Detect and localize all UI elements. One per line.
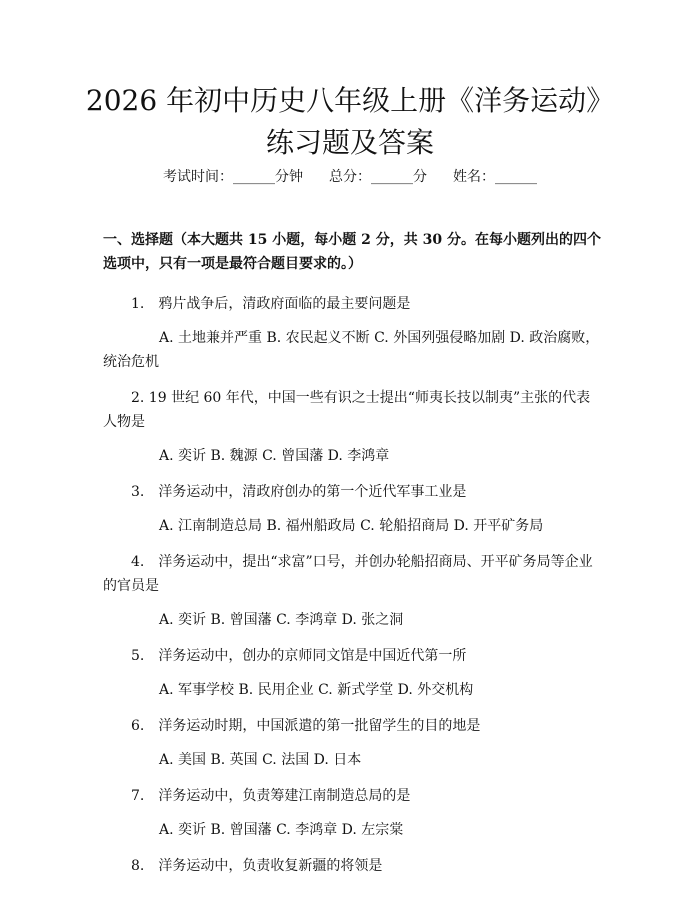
question-5-options: A. 军事学校 B. 民用企业 C. 新式学堂 D. 外交机构 bbox=[159, 682, 474, 698]
exam-meta bbox=[0, 166, 700, 188]
question-7-stem: 7. 洋务运动中，负责筹建江南制造总局的是 bbox=[131, 788, 411, 804]
student-name-field: 姓名：______ bbox=[453, 169, 537, 185]
document-title: 2026 年初中历史八年级上册《洋务运动》练习题及答案 bbox=[85, 84, 615, 159]
question-2-stem: 2. 19 世纪 60 年代，中国一些有识之士提出“师夷长技以制夷”主张的代表人物是 bbox=[103, 390, 591, 430]
question-4-options: A. 奕䜣 B. 曾国藩 C. 李鸿章 D. 张之洞 bbox=[159, 612, 404, 628]
question-7-options: A. 奕䜣 B. 曾国藩 C. 李鸿章 D. 左宗棠 bbox=[159, 822, 404, 838]
section-heading: 一、选择题（本大题共 15 小题，每小题 2 分，共 30 分。在每小题列出的四个选项中，只有一项是最符合题目要求的。） bbox=[103, 232, 601, 272]
exam-time-field: 考试时间：______分钟 bbox=[163, 169, 303, 185]
question-6-stem: 6. 洋务运动时期，中国派遣的第一批留学生的目的地是 bbox=[131, 718, 481, 734]
question-3-stem: 3. 洋务运动中，清政府创办的第一个近代军事工业是 bbox=[131, 484, 467, 500]
question-1-stem: 1. 鸦片战争后，清政府面临的最主要问题是 bbox=[131, 296, 411, 312]
question-3-options: A. 江南制造总局 B. 福州船政局 C. 轮船招商局 D. 开平矿务局 bbox=[159, 518, 544, 534]
question-4-stem: 4. 洋务运动中，提出“求富”口号，并创办轮船招商局、开平矿务局等企业的官员是 bbox=[103, 554, 593, 594]
question-5-stem: 5. 洋务运动中，创办的京师同文馆是中国近代第一所 bbox=[131, 648, 467, 664]
exam-score-field: 总分：______分 bbox=[329, 169, 427, 185]
question-2-options: A. 奕䜣 B. 魏源 C. 曾国藩 D. 李鸿章 bbox=[159, 448, 390, 464]
question-6-options: A. 美国 B. 英国 C. 法国 D. 日本 bbox=[159, 752, 362, 768]
question-8-stem: 8. 洋务运动中，负责收复新疆的将领是 bbox=[131, 858, 383, 874]
question-1-options: A. 土地兼并严重 B. 农民起义不断 C. 外国列强侵略加剧 D. 政治腐败，统治危机 bbox=[103, 330, 600, 370]
